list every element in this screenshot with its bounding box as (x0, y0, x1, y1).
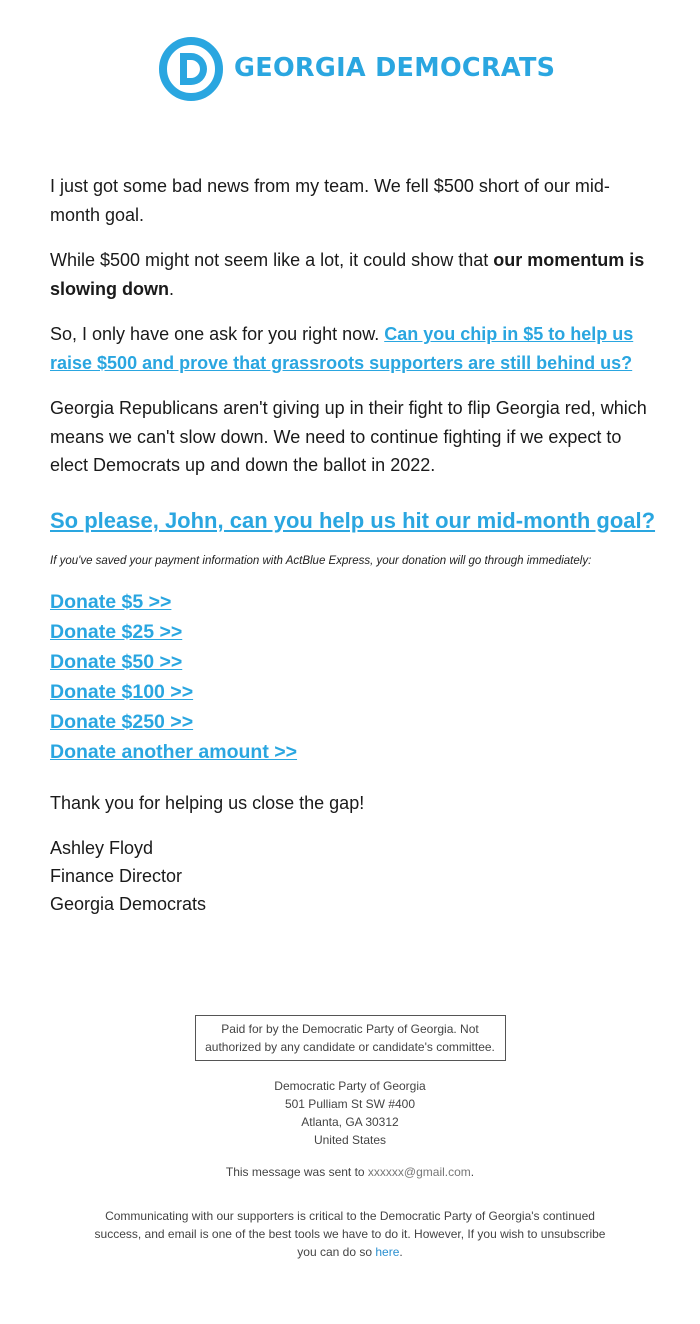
democrats-d-logo-icon (158, 36, 224, 102)
donate-5-link[interactable]: Donate $5 >> (50, 590, 172, 613)
donate-250-link[interactable]: Donate $250 >> (50, 710, 194, 733)
signature-name: Ashley Floyd (50, 838, 154, 858)
logo-text: GEORGIA DEMOCRATS (234, 53, 556, 84)
email-footer (0, 1015, 700, 1261)
unsubscribe-text: Communicating with our supporters is critical to the Democratic Party of Georgia's continued success, and email is one of the best tools we have to do it. However, If you wish to unsubscribe you can do so (94, 1209, 606, 1259)
sent-prefix: This message was sent to (225, 1165, 368, 1179)
paragraph-republicans: Georgia Republicans aren't giving up in their fight to flip Georgia red, which means we can't slow down. We need to continue fighting if we expect to elect Democrats up and down the ballot in 2022. (50, 398, 647, 475)
recipient-email: xxxxxx@gmail.com (367, 1165, 471, 1179)
address-org: Democratic Party of Georgia (274, 1079, 426, 1093)
signature (50, 834, 658, 918)
momentum-bold-text: our momentum is slowing down (50, 250, 645, 299)
paragraph-ask (50, 320, 658, 377)
donation-item (50, 587, 658, 617)
sent-to-notice (0, 1163, 700, 1181)
headline-ask-link[interactable]: So please, John, can you help us hit our mid-month goal? (50, 507, 656, 533)
unsubscribe-link[interactable]: here (375, 1245, 400, 1259)
unsubscribe-notice (90, 1207, 610, 1261)
signature-title: Finance Director (50, 866, 183, 886)
thank-you-text: Thank you for helping us close the gap! (50, 792, 365, 813)
donate-100-link[interactable]: Donate $100 >> (50, 680, 194, 703)
georgia-democrats-logo[interactable] (158, 36, 555, 102)
mailing-address (0, 1077, 700, 1149)
paragraph-momentum-end: . (169, 278, 175, 299)
headline-ask (50, 507, 658, 535)
donation-item (50, 647, 658, 677)
actblue-express-note: If you've saved your payment information with ActBlue Express, your donation will go through immediately: (50, 554, 592, 567)
paragraph-momentum-text: While $500 might not seem like a lot, it could show that (50, 250, 494, 270)
unsubscribe-end: . (399, 1245, 403, 1259)
donate-50-link[interactable]: Donate $50 >> (50, 650, 183, 673)
paragraph-bad-news: I just got some bad news from my team. We fell $500 short of our mid-month goal. (50, 176, 610, 225)
paragraph-momentum (50, 246, 658, 303)
donation-item (50, 677, 658, 707)
donation-links (50, 587, 658, 767)
address-country: United States (313, 1133, 387, 1147)
address-city: Atlanta, GA 30312 (301, 1115, 399, 1129)
sent-suffix: . (470, 1165, 475, 1179)
donation-item (50, 707, 658, 737)
paid-for-disclaimer: Paid for by the Democratic Party of Georgia. Not authorized by any candidate or candidate's committee. (195, 1015, 506, 1061)
address-street: 501 Pulliam St SW #400 (284, 1097, 416, 1111)
paragraph-ask-text: So, I only have one ask for you right now. (50, 324, 385, 344)
donate-25-link[interactable]: Donate $25 >> (50, 620, 183, 643)
donate-other-amount-link[interactable]: Donate another amount >> (50, 740, 298, 763)
chip-in-link[interactable]: Can you chip in $5 to help us raise $500 and prove that grassroots supporters are still behind us? (50, 324, 634, 373)
signature-org: Georgia Democrats (50, 894, 207, 914)
donation-item (50, 737, 658, 767)
donation-item (50, 617, 658, 647)
email-body (50, 172, 658, 918)
